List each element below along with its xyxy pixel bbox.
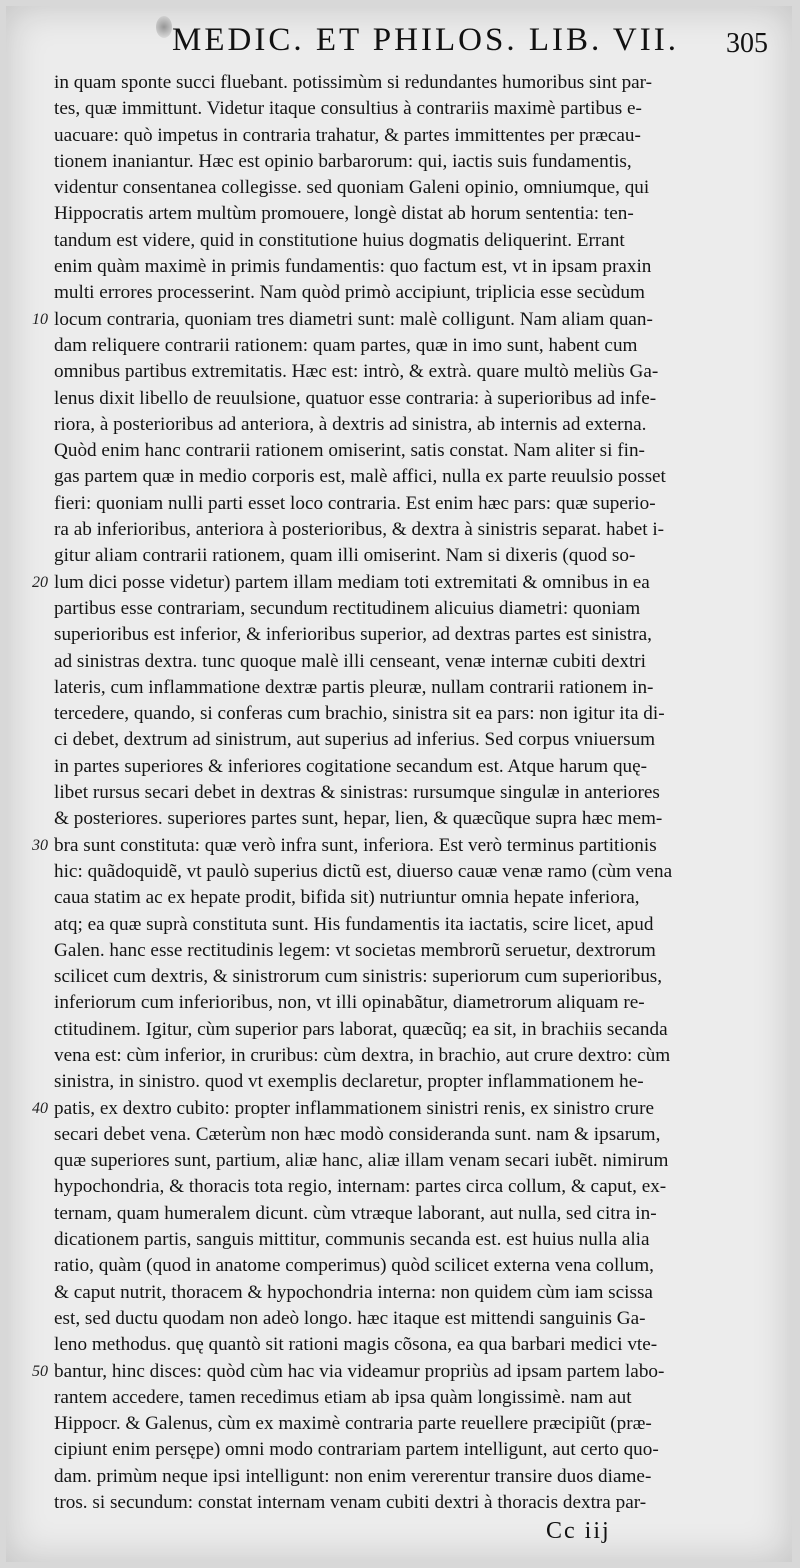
text-line: Galen. hanc esse rectitudinis legem: vt societas membrorũ seruetur, dextrorum — [54, 939, 656, 961]
text-line: & caput nutrit, thoracem & hypochondria interna: non quidem cùm iam scissa — [54, 1281, 653, 1303]
text-line: ratio, quàm (quod in anatome comperimus) quòd scilicet externa vena collum, — [54, 1255, 654, 1277]
text-line: in quam sponte succi fluebant. potissimùm si redundantes humoribus sint par- — [54, 72, 653, 93]
text-line: secari debet vena. Cæterùm non hæc modò consideranda sunt. nam & ipsarum, — [54, 1123, 661, 1145]
text-line: leno methodus. quę quantò sit rationi magis cõsona, ea qua barbari medici vte- — [54, 1334, 658, 1356]
text-line: dam reliquere contrarii rationem: quam partes, quæ in imo sunt, habent cum — [54, 334, 638, 356]
text-line: tes, quæ immittunt. Videtur itaque consultius à contrariis maximè partibus e- — [54, 98, 642, 120]
text-line: multi errores processerint. Nam quòd primò accipiunt, triplicia esse secùdum — [54, 282, 645, 304]
text-line: tercedere, quando, si conferas cum brachio, sinistra sit ea pars: non igitur ita di- — [54, 703, 665, 725]
line-number-marker: 40 — [32, 1099, 48, 1117]
text-line: & posteriores. superiores partes sunt, hepar, lien, & quæcũque supra hæc mem- — [54, 808, 663, 830]
text-line: est, sed ductu quodam non adeò longo. hæc itaque est mittendi sanguinis Ga- — [54, 1307, 646, 1329]
text-line: Quòd enim hanc contrarii rationem omiserint, satis constat. Nam aliter si fin- — [54, 440, 645, 462]
text-line: cipiunt enim persępe) omni modo contrariam partem intelligunt, aut certo quo- — [54, 1439, 659, 1461]
page-number: 305 — [726, 28, 768, 59]
text-line: lum dici posse videtur) partem illam mediam toti extremitati & omnibus in ea — [54, 571, 650, 593]
text-line: omnibus partibus extremitatis. Hæc est: intrò, & extrà. quare multò meliùs Ga- — [54, 361, 659, 383]
text-line: ternam, quam humeralem dicunt. cùm vtræque laborant, aut nulla, sed citra in- — [54, 1202, 657, 1224]
text-line: bantur, hinc disces: quòd cùm hac via videamur propriùs ad ipsam partem labo- — [54, 1360, 665, 1382]
text-line: scilicet cum dextris, & sinistrorum cum sinistris: superiorum cum superioribus, — [54, 966, 663, 988]
text-line: enim quàm maximè in primis fundamentis: quo factum est, vt in ipsam praxin — [54, 256, 652, 278]
text-line: vena est: cùm inferior, in cruribus: cùm dextra, in brachio, aut crure dextro: cùm — [54, 1044, 671, 1066]
text-line: bra sunt constituta: quæ verò infra sunt, inferiora. Est verò terminus partitionis — [54, 834, 657, 856]
text-line: tandum est videre, quid in constitutione huius dogmatis deliquerint. Errant — [54, 229, 625, 251]
text-line: Hippocr. & Galenus, cùm ex maximè contraria parte reuellere præcipiũt (præ- — [54, 1413, 652, 1435]
text-line: Hippocratis artem multùm promouere, longè distat ab horum sententia: ten- — [54, 203, 634, 225]
text-line: superioribus est inferior, & inferioribus superior, ad dextras partes est sinistra, — [54, 624, 652, 646]
text-line: ra ab inferioribus, anteriora à posterioribus, & dextra à sinistris separat. habet i- — [54, 519, 665, 541]
text-line: ctitudinem. Igitur, cùm superior pars laborat, quæcũq; ea sit, in brachiis secanda — [54, 1018, 668, 1040]
line-number-marker: 50 — [32, 1362, 48, 1380]
text-line: ci debet, dextrum ad sinistrum, aut superius ad inferius. Sed corpus vniuersum — [54, 729, 656, 751]
text-line: dam. primùm neque ipsi intelligunt: non enim vererentur transire duos diame- — [54, 1465, 652, 1487]
book-page — [6, 6, 792, 1562]
text-line: dicationem partis, sanguis mittitur, communis secanda est. est huius nulla alia — [54, 1229, 650, 1251]
line-number-marker: 10 — [32, 310, 48, 328]
text-line: uacuare: quò impetus in contraria trahatur, & partes immittentes per præcau- — [54, 124, 641, 146]
text-line: fieri: quoniam nulli parti esset loco contraria. Est enim hæc pars: quæ superio- — [54, 492, 656, 514]
text-line: tros. si secundum: constat internam venam cubiti dextri à thoracis dextra par- — [54, 1492, 647, 1514]
text-line: lateris, cum inflammatione dextræ partis pleuræ, nullam contrarii rationem in- — [54, 676, 654, 698]
text-line: rantem accedere, tamen recedimus etiam ab ipsa quàm longissimè. nam aut — [54, 1386, 632, 1408]
text-line: quæ superiores sunt, partium, aliæ hanc, aliæ illam venam secari iubẽt. nimirum — [54, 1150, 669, 1172]
text-line: gas partem quæ in medio corporis est, malè affici, nulla ex parte reuulsio posset — [54, 466, 666, 488]
text-line: hypochondria, & thoracis tota regio, internam: partes circa collum, & caput, ex- — [54, 1176, 667, 1198]
text-line: in partes superiores & inferiores cogitatione secandum est. Atque harum quę- — [54, 755, 648, 777]
text-line: gitur aliam contrarii rationem, quam illi omiserint. Nam si dixeris (quod so- — [54, 545, 636, 567]
text-line: caua statim ac ex hepate prodit, bifida sit) nutriuntur omnia hepate inferiora, — [54, 887, 640, 909]
page-header — [6, 20, 792, 70]
text-line: inferiorum cum inferioribus, non, vt illi opinabãtur, diametrorum aliquam re- — [54, 992, 645, 1014]
text-line: videntur consentanea collegisse. sed quoniam Galeni opinio, omniumque, qui — [54, 177, 650, 199]
text-line: sinistra, in sinistro. quod vt exemplis declaretur, propter inflammationem he- — [54, 1071, 644, 1093]
text-line: lenus dixit libello de reuulsione, quatuor esse contraria: à superioribus ad infe- — [54, 387, 657, 409]
line-number-marker: 30 — [32, 836, 48, 854]
line-number-marker: 20 — [32, 573, 48, 591]
text-line: partibus esse contrariam, secundum rectitudinem alicuius diametri: quoniam — [54, 597, 641, 619]
body-text — [54, 70, 769, 1516]
text-line: tionem inaniantur. Hæc est opinio barbarorum: qui, iactis suis fundamentis, — [54, 150, 632, 172]
text-line: ad sinistras dextra. tunc quoque malè illi censeant, venæ internæ cubiti dextri — [54, 650, 646, 672]
text-line: hic: quãdoquidẽ, vt paulò superius dictũ est, diuerso cauæ venæ ramo (cùm vena — [54, 860, 673, 882]
text-line: libet rursus secari debet in dextras & sinistras: rursumque singulæ in anteriores — [54, 782, 660, 804]
text-line: locum contraria, quoniam tres diametri sunt: malè colligunt. Nam aliam quan- — [54, 308, 653, 330]
text-line: atq; ea quæ suprà constituta sunt. His fundamentis ita iactatis, scire licet, apud — [54, 913, 654, 935]
signature-mark: Cc iij — [546, 1518, 611, 1544]
running-head: MEDIC. ET PHILOS. LIB. VII. — [172, 22, 679, 58]
text-line: riora, à posterioribus ad anteriora, à dextris ad sinistra, ab internis ad externa. — [54, 413, 647, 435]
text-line: patis, ex dextro cubito: propter inflammationem sinistri renis, ex sinistro crure — [54, 1097, 655, 1119]
